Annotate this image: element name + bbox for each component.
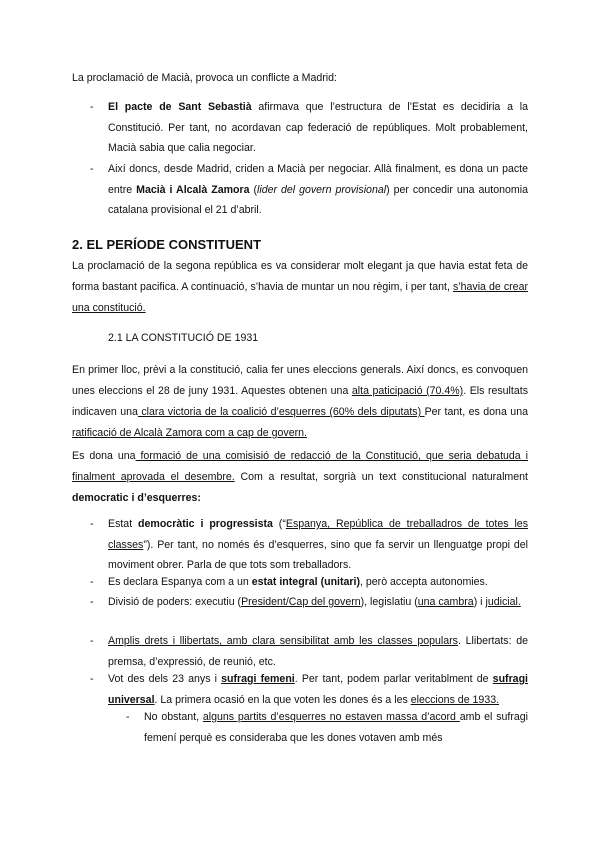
text-span: ) i bbox=[473, 596, 486, 608]
text-span: Es dona una bbox=[72, 450, 136, 462]
intro-paragraph: La proclamació de Macià, provoca un conflicte a Madrid: bbox=[72, 72, 337, 84]
text-span: ), legislatiu ( bbox=[360, 596, 418, 608]
bullet-dash: - bbox=[90, 576, 94, 588]
underlined-text: ratificació de Alcalà Zamora com a cap de govern. bbox=[72, 427, 307, 439]
subsection-heading: 2.1 LA CONSTITUCIÓ DE 1931 bbox=[108, 332, 259, 344]
underlined-text: judicial. bbox=[485, 596, 521, 608]
sub-bullet-dash: - bbox=[126, 711, 130, 723]
bullet-dash: - bbox=[90, 635, 94, 647]
bold-text: democràtic i progressista bbox=[138, 518, 273, 530]
underlined-text: clara victoria de la coalició d’esquerres (60% dels diputats) bbox=[137, 406, 425, 418]
italic-text: lider del govern provisional bbox=[257, 183, 387, 196]
paragraph-eleccions bbox=[72, 360, 528, 444]
bullet-negociacio bbox=[108, 159, 528, 221]
text-span: Estat bbox=[108, 518, 139, 530]
paragraph-comissio bbox=[72, 446, 528, 509]
bullet-pacte-sant-sebastia bbox=[108, 97, 528, 159]
text-span: Com a resultat, sorgrià un text constitucional naturalment bbox=[234, 471, 528, 483]
list-item-sufragi bbox=[108, 669, 528, 710]
bullet-dash: - bbox=[90, 101, 94, 113]
text-span: . Llibertats: de premsa, d’expressió, de reunió, etc. bbox=[108, 635, 528, 668]
bullet-dash: - bbox=[90, 673, 94, 685]
text-span: amb el sufragi femení perquè es consideraba que les dones votaven amb més bbox=[144, 711, 529, 744]
bold-text: El pacte de Sant Sebastià bbox=[108, 101, 252, 113]
underlined-text: eleccions de 1933. bbox=[410, 693, 500, 706]
sub-list-item-sufragi-femeni bbox=[144, 707, 528, 749]
bullet-dash: - bbox=[90, 596, 94, 608]
text-span: . Per tant, podem parlar veritablment de bbox=[294, 673, 493, 685]
bold-text: estat integral (unitari) bbox=[251, 576, 360, 588]
underlined-text: formació de una comisisió de redacció de la Constitució, que seria debatuda i finalment aprovada el desembre. bbox=[72, 450, 529, 483]
text-span: . Els resultats indicaven una bbox=[72, 385, 528, 418]
text-span: ( bbox=[249, 183, 257, 196]
text-span: La proclamació de la segona república es va considerar molt elegant ja que havia estat feta de forma bastant pacifica. A continuació, s’havia de muntar un nou règim, i per tant, bbox=[72, 260, 528, 293]
section-heading: 2. EL PERÍODE CONSTITUENT bbox=[72, 237, 262, 252]
paragraph-proclamacio bbox=[72, 256, 528, 319]
list-item-drets-llibertats bbox=[108, 631, 528, 672]
text-span: ) per concedir una autonomia catalana provisional el 21 d’abril. bbox=[108, 183, 528, 216]
bullet-dash: - bbox=[90, 163, 94, 175]
bold-underlined-text: sufragi femeni bbox=[221, 673, 295, 685]
underlined-text: President/Cap del govern bbox=[241, 596, 361, 608]
list-item-estat-integral bbox=[108, 572, 528, 593]
text-span: Vot des dels 23 anys i bbox=[108, 673, 222, 685]
text-span: . La primera ocasió en la que voten les dones és a les bbox=[154, 693, 411, 706]
underlined-text: Espanya, República de treballadros de totes les classes bbox=[108, 518, 528, 551]
underlined-text: una cambra bbox=[417, 596, 474, 608]
bold-text: Macià i Alcalà Zamora bbox=[136, 183, 250, 196]
underlined-text: alguns partits d’esquerres no estaven massa d’acord bbox=[202, 711, 460, 723]
text-span: Així doncs, desde Madrid, criden a Macià per negociar. Allà finalment, es dona un pacte entre bbox=[108, 163, 528, 196]
underlined-text: s’havia de crear una constitució. bbox=[72, 281, 528, 314]
text-span: afirmava que l’estructura de l’Estat es decidiria a la Constitució. Per tant, no acordavan cap federació de repúbliques. Molt probablement, Macià sabia que calia negociar. bbox=[108, 101, 528, 154]
underlined-text: alta paticipació (70.4%) bbox=[351, 385, 464, 397]
list-item-divisio-poders bbox=[108, 592, 528, 613]
bullet-dash: - bbox=[90, 518, 94, 530]
text-span: ”). Per tant, no només és d’esquerres, sino que fa servir un llenguatge propi del moviment obrer. Parla de que tots som treballadors. bbox=[108, 538, 528, 571]
text-span: No obstant, bbox=[144, 711, 203, 723]
text-span: En primer lloc, prèvi a la constitució, calia fer unes eleccions generals. Així doncs, es convoquen unes eleccions el 28 de juny 1931. Aquestes obtenen una bbox=[72, 364, 528, 397]
underlined-text: Amplis drets i llibertats, amb clara sensibilitat amb les classes populars bbox=[108, 635, 458, 647]
text-span: Es declara Espanya com a un bbox=[108, 576, 252, 588]
bold-text: democratic i d’esquerres: bbox=[72, 492, 201, 504]
text-span: , però accepta autonomies. bbox=[360, 576, 488, 588]
bold-underlined-text: sufragi universal bbox=[108, 673, 528, 706]
text-span: (“ bbox=[272, 518, 286, 530]
text-span: Per tant, es dona una bbox=[424, 406, 528, 418]
text-span: Divisió de poders: executiu ( bbox=[108, 596, 242, 608]
list-item-estat-democratic bbox=[108, 514, 528, 576]
